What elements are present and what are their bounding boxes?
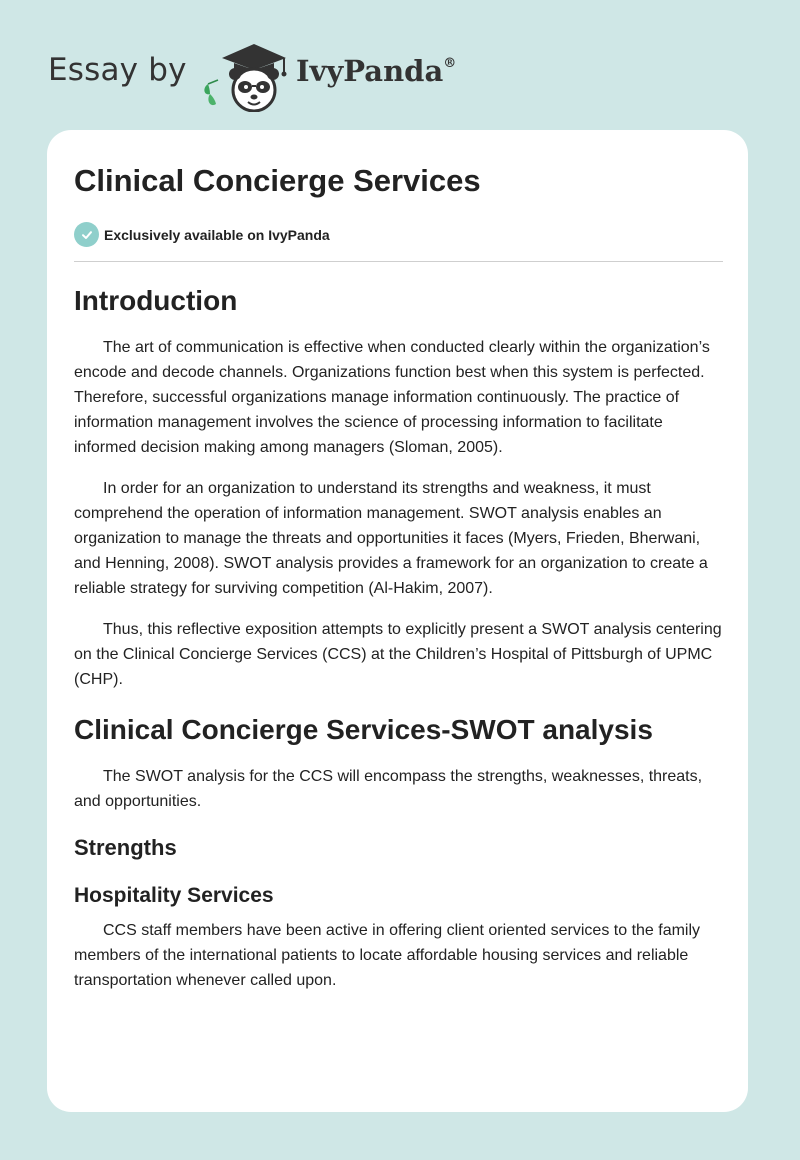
paragraph: The SWOT analysis for the CCS will encompass the strengths, weaknesses, threats, and opportunities. — [74, 768, 703, 810]
check-icon — [74, 222, 99, 247]
essay-card — [47, 130, 748, 1112]
paragraph: CCS staff members have been active in offering client oriented services to the family members of the international patients to locate affordable housing services and reliable transportation whenever called upon. — [74, 922, 701, 989]
site-header — [48, 30, 548, 110]
essay-by-label: Essay by — [48, 52, 187, 88]
heading-introduction: Introduction — [74, 285, 238, 316]
heading-swot-analysis: Clinical Concierge Services-SWOT analysis — [74, 714, 653, 745]
heading-strengths: Strengths — [74, 835, 177, 860]
essay-title: Clinical Concierge Services — [74, 163, 481, 198]
paragraph: Thus, this reflective exposition attempts to explicitly present a SWOT analysis centering on the Clinical Concierge Services (CCS) at the Children’s Hospital of Pittsburgh of UPMC (CHP). — [74, 621, 722, 688]
paragraph: In order for an organization to understand its strengths and weakness, it must comprehend the operation of information management. SWOT analysis enables an organization to manage the threats and opportunities it faces (Myers, Frieden, Bherwani, and Henning, 2008). SWOT analysis provides a framework for an organization to create a reliable strategy for surviving competition (Al-Hakim, 2007). — [74, 480, 708, 597]
paragraph: The art of communication is effective when conducted clearly within the organization’s encode and decode channels. Organizations function best when this system is perfected. Therefore, successful organizations manage information continuously. The practice of information management involves the science of processing information to facilitate informed decision making among managers (Sloman, 2005). — [74, 339, 710, 456]
heading-hospitality-services: Hospitality Services — [74, 884, 274, 907]
divider — [74, 261, 723, 262]
exclusive-text: Exclusively available on IvyPanda — [104, 226, 330, 243]
panda-logo-icon — [200, 36, 298, 112]
essay-body — [74, 284, 724, 993]
exclusive-badge — [74, 222, 330, 247]
brand-name: IvyPanda® — [296, 54, 457, 88]
